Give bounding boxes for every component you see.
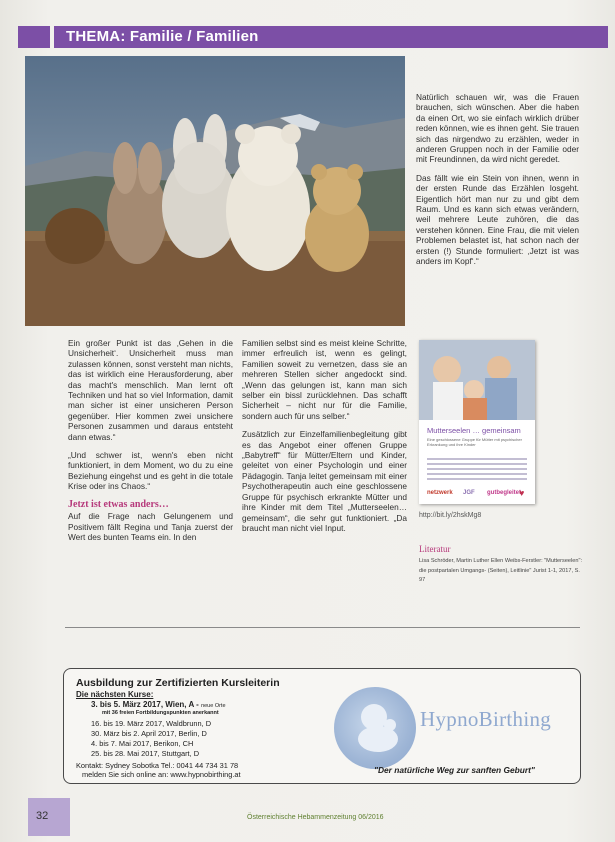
ad-course-item: 4. bis 7. Mai 2017, Berikon, CH: [91, 739, 194, 748]
ad-contact: Kontakt: Sydney Sobotka Tel.: 0041 44 734 31 78: [76, 761, 239, 770]
ad-first-course-note: neue Orte: [201, 703, 226, 709]
article-column-right-top: [416, 92, 579, 275]
paragraph: „Und schwer ist, wenn's eben nicht funktioniert, in dem Moment, wo du zu eine Beziehung eingehst und es geht in die totale Krise oder ins Chaos.“: [68, 450, 233, 492]
ad-title: Ausbildung zur Zertifizierten Kursleiterin: [76, 677, 280, 689]
logo-a: netzwerk: [427, 490, 453, 496]
article-column-1: [68, 338, 233, 550]
header-accent: [50, 26, 54, 48]
literature-text: Lisa Schröder, Martin Luther Ellen Weibs-Ferstler: "Mutterseelen": die postpartalen Umgangs- (Seiten), Leitlinie" Jurist 1-1, 2017, S. 97: [419, 558, 583, 584]
ad-course-list: [91, 719, 211, 759]
ad-course-item: 16. bis 19. März 2017, Waldbrunn, D: [91, 719, 212, 728]
literature-heading: Literatur: [419, 544, 451, 554]
brochure-photo: [419, 340, 535, 420]
brochure-cover: [419, 340, 535, 504]
ad-points-note: mit 36 freien Fortbildungspunkten anerkannt: [102, 710, 219, 716]
ad-course-item: 25. bis 28. Mai 2017, Stuttgart, D: [91, 749, 200, 758]
ad-next-courses: Die nächsten Kurse:: [76, 690, 154, 699]
hypnobirthing-ad: [63, 668, 581, 784]
ad-course-item: 30. März bis 2. April 2017, Berlin, D: [91, 729, 207, 738]
article-column-2: [242, 338, 407, 541]
paragraph: Natürlich schauen wir, was die Frauen brauchen, sich wünschen. Aber die haben da einen Ort, wo sie einfach wirklich drüber reden können, wie es ihnen geht. Sie trauen sich das nirgendwo zu erzählen, weder in anderen Gruppen noch in der Familie oder mit Freundinnen, da wird nicht geredet.: [416, 92, 579, 165]
heart-icon: ♥: [519, 488, 525, 498]
ad-web-link[interactable]: melden Sie sich online an: www.hypnobirthing.at: [82, 770, 241, 779]
brochure-link[interactable]: http://bit.ly/2hskMg8: [419, 512, 482, 519]
hypnobirthing-logo-text: HypnoBirthing: [420, 707, 552, 731]
paragraph: Ein großer Punkt ist das ‚Gehen in die Unsicherheit‘. Unsicherheit muss man zulassen können, sonst versteht man nichts, das ist wirklich eine Herausforderung, aber das macht's menschlich. Man lernt oft Techniken und hat so viel Information, damit man sicher ist einer unsicheren Person gegenüber. Hier kommen zwei unsichere Personen zusammen und daraus entsteht dann etwas.“: [68, 338, 233, 442]
logo-b: JGF: [463, 490, 475, 496]
paragraph: Das fällt wie ein Stein von ihnen, wenn in der ersten Runde das Erzählen losgeht. Eigentlich hört man nur zu und gibt dem Raum. Und es kann sich etwas verändern, weil mehrere Leute zuhören, die das verstehen können. Eine Frau, die mit vielen Problemen belastet ist, hat schon nach der ersten (!) Stunde formuliert: ‚Jetzt ist was anders im Kopf‘.“: [416, 172, 579, 267]
page-number: 32: [36, 810, 49, 822]
brochure-text-lines: [427, 458, 527, 483]
baby-silhouette-icon: [334, 687, 416, 769]
logo-c: gutbegleitet: [487, 490, 521, 496]
mother-child-illustration: [419, 340, 535, 420]
brochure-subtitle: Eine geschlossene Gruppe für Mütter mit psychischer Erkrankung und ihre Kinder: [427, 437, 522, 447]
section-title: THEMA: Familie / Familien: [66, 28, 259, 45]
paragraph: Familien selbst sind es meist kleine Schritte, immer erfreulich ist, wenn es gelingt, Familien soweit zu vernetzen, dass sie an mehreren Stellen sicher angedockt sind. „Wenn das gelungen ist, kann man sich selber ein bissl zurücklehnen. Das schafft Sicherheit – nicht nur für die Familie, sondern auch für uns selber.“: [242, 338, 407, 421]
footer-publication: Österreichische Hebammenzeitung 06/2016: [247, 814, 384, 821]
paragraph: Auf die Frage nach Gelungenem und Positivem fällt Regina und Tanja zuerst der Wert des bunten Teams ein. In den: [68, 511, 233, 542]
teddy-bears-illustration: [25, 56, 405, 326]
ad-first-course-text: 3. bis 5. März 2017, Wien, A -: [91, 700, 199, 709]
teddy-bears-photo: [25, 56, 405, 326]
divider: [65, 627, 580, 628]
baby-logo-icon: [334, 687, 416, 769]
brochure-title: Mutterseelen … gemeinsam: [427, 426, 521, 435]
page-number-box: [28, 798, 70, 836]
ad-slogan: "Der natürliche Weg zur sanften Geburt": [374, 765, 535, 775]
subheading: Jetzt ist etwas anders…: [68, 498, 169, 510]
ad-first-course: [91, 700, 226, 709]
paragraph: Zusätzlich zur Einzelfamilienbegleitung gibt es das Angebot einer offenen Gruppe „Babytreff“ für Mütter/Eltern und Kinder, geleitet von einer Psychologin und einer Pädagogin. Tanja leitet gemeinsam mit einer Psychotherapeutin auch eine geschlossene Gruppe für psychisch erkrankte Mütter und ihre Kinder mit dem Titel „Mutterseelen… gemeinsam“, die sehr gut funktioniert. „Da braucht man nicht viel Input.: [242, 429, 407, 533]
